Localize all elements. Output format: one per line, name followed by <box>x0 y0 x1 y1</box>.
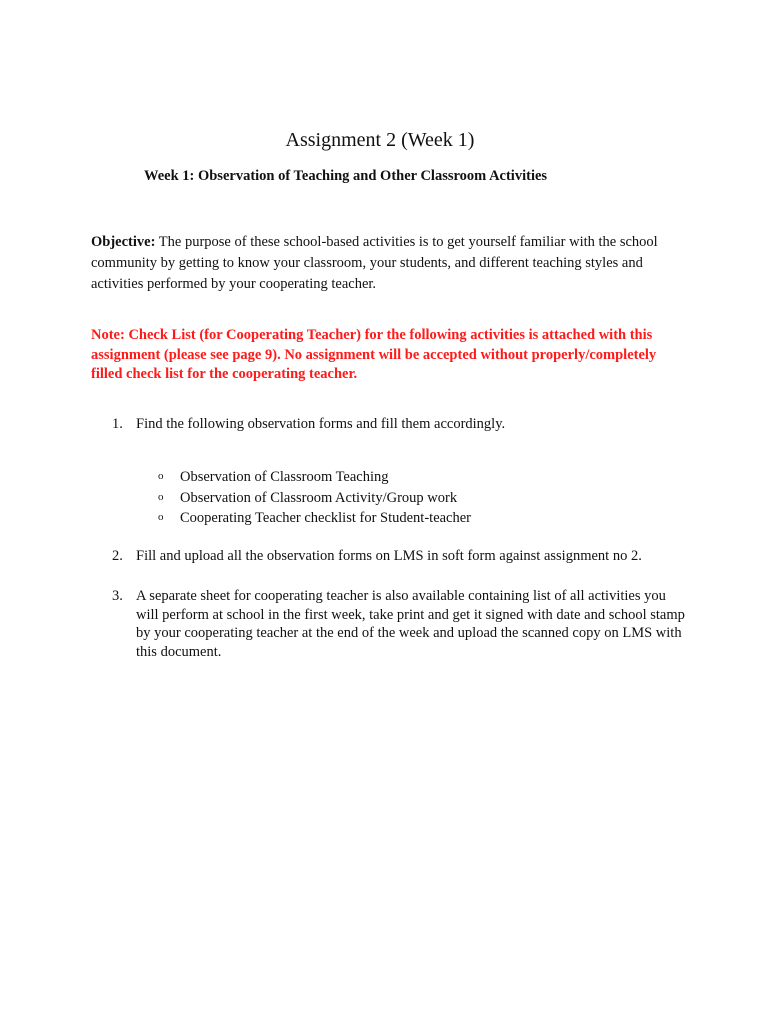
list-item-text: Fill and upload all the observation forms on LMS in soft form against assignment no 2. <box>136 548 642 564</box>
list-item-number: 3. <box>112 588 123 604</box>
bullet-text: Cooperating Teacher checklist for Student-teacher <box>180 510 472 526</box>
list-item-text: A separate sheet for cooperating teacher is also available containing list of all activities you will perform at school in the first week, take print and get it signed with date and school stamp by your cooperating teacher at the end of the week and upload the scanned copy on LMS with this document. <box>136 588 685 660</box>
bullet-text: Observation of Classroom Teaching <box>180 469 389 485</box>
document-title: Assignment 2 (Week 1) <box>285 129 475 151</box>
list-item-number: 1. <box>112 416 123 432</box>
note-paragraph: Note: Check List (for Cooperating Teacher) for the following activities is attached with this assignment (please see page 9). No assignment will be accepted without properly/completely filled check list for the cooperating teacher. <box>91 327 657 382</box>
bullet-text: Observation of Classroom Activity/Group work <box>180 489 458 506</box>
bullet-icon: o <box>158 470 164 482</box>
list-item-number: 2. <box>112 548 123 564</box>
bullet-icon: o <box>158 511 164 523</box>
objective-paragraph <box>91 232 691 295</box>
list-item-text: Find the following observation forms and fill them accordingly. <box>136 416 506 432</box>
objective-label: Objective: <box>91 234 156 250</box>
document-subtitle: Week 1: Observation of Teaching and Other Classroom Activities <box>144 168 548 184</box>
bullet-icon: o <box>158 490 164 503</box>
objective-text: The purpose of these school-based activities is to get yourself familiar with the school community by getting to know your classroom, your students, and different teaching styles and activities performed by your cooperating teacher. <box>91 234 658 292</box>
